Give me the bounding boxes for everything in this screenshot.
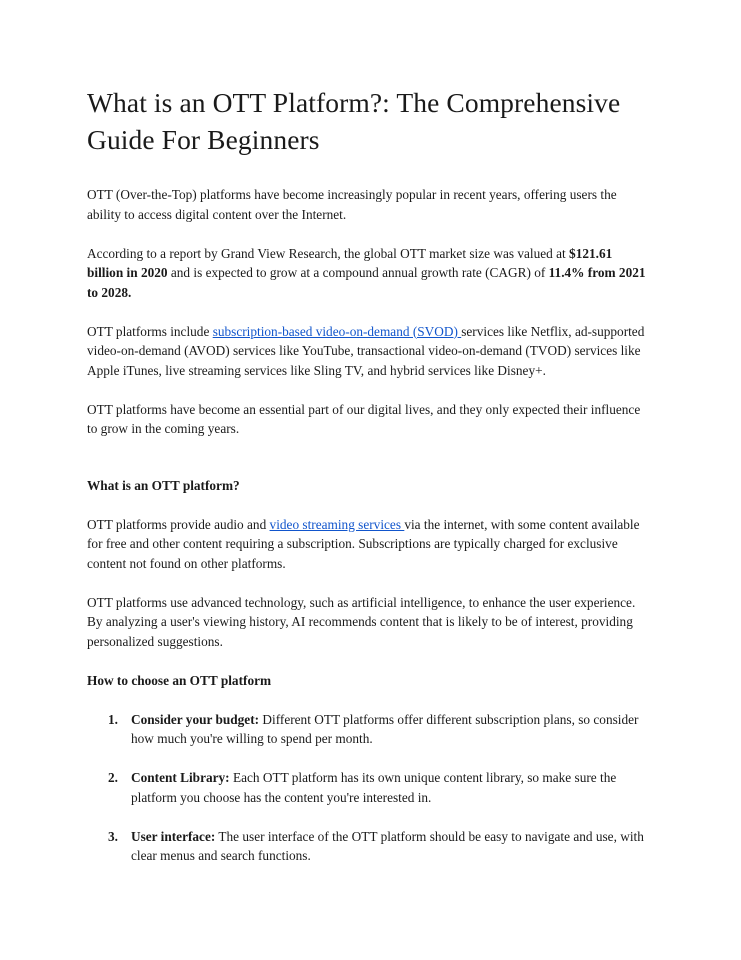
report-bold-rate: 11.4% from 2021 to 2028. bbox=[87, 265, 646, 300]
list-item-title: Consider your budget: bbox=[131, 711, 260, 727]
section-heading-what-is: What is an OTT platform? bbox=[87, 477, 240, 493]
document-page bbox=[87, 84, 647, 885]
choose-list bbox=[87, 710, 647, 866]
intro-paragraph: OTT (Over-the-Top) platforms have become increasingly popular in recent years, offering users the ability to access digital content over the Internet. bbox=[87, 187, 617, 222]
list-item bbox=[87, 710, 647, 749]
definition-text-2: via the internet, with some content available for free and other content requiring a subscription. Subscriptions are typically charged for exclusive content not found on other platforms. bbox=[87, 516, 640, 571]
types-text-2: services like Netflix, ad-supported video-on-demand (AVOD) services like YouTube, transactional video-on-demand (TVOD) services like Apple iTunes, live streaming services like Sling TV, and hybrid services like Disney+. bbox=[87, 323, 645, 378]
svod-link[interactable]: subscription-based video-on-demand (SVOD) bbox=[212, 323, 462, 339]
types-paragraph bbox=[87, 322, 647, 381]
report-bold-value: $121.61 billion in 2020 bbox=[87, 245, 613, 280]
list-number: 3. bbox=[108, 828, 118, 844]
page-title: What is an OTT Platform?: The Comprehensive Guide For Beginners bbox=[87, 87, 621, 155]
definition-text-1: OTT platforms provide audio and bbox=[87, 516, 270, 532]
report-text-1: According to a report by Grand View Research, the global OTT market size was valued at bbox=[87, 245, 570, 261]
list-item-title: User interface: bbox=[131, 828, 216, 844]
list-item-text: The user interface of the OTT platform should be easy to navigate and use, with clear menus and search functions. bbox=[131, 828, 644, 863]
list-item-text: Each OTT platform has its own unique content library, so make sure the platform you choose has the content you're interested in. bbox=[131, 770, 617, 805]
report-text-2: and is expected to grow at a compound annual growth rate (CAGR) of bbox=[167, 265, 549, 280]
types-text-1: OTT platforms include bbox=[87, 323, 213, 339]
list-item-text: Different OTT platforms offer different subscription plans, so consider how much you're willing to spend per month. bbox=[131, 711, 639, 746]
essential-paragraph: OTT platforms have become an essential part of our digital lives, and they only expected their influence to grow in the coming years. bbox=[87, 401, 641, 436]
definition-paragraph bbox=[87, 515, 647, 574]
list-number: 1. bbox=[108, 711, 118, 727]
video-streaming-link[interactable]: video streaming services bbox=[269, 516, 405, 532]
list-number: 2. bbox=[108, 770, 118, 785]
section-heading-how-to-choose: How to choose an OTT platform bbox=[87, 672, 272, 688]
report-paragraph bbox=[87, 244, 647, 303]
ai-paragraph: OTT platforms use advanced technology, such as artificial intelligence, to enhance the user experience. By analyzing a user's viewing history, AI recommends content that is likely to be of interest, providing personalized suggestions. bbox=[87, 594, 636, 649]
list-item bbox=[87, 768, 647, 807]
list-item-title: Content Library: bbox=[131, 770, 230, 785]
list-item bbox=[87, 827, 647, 866]
